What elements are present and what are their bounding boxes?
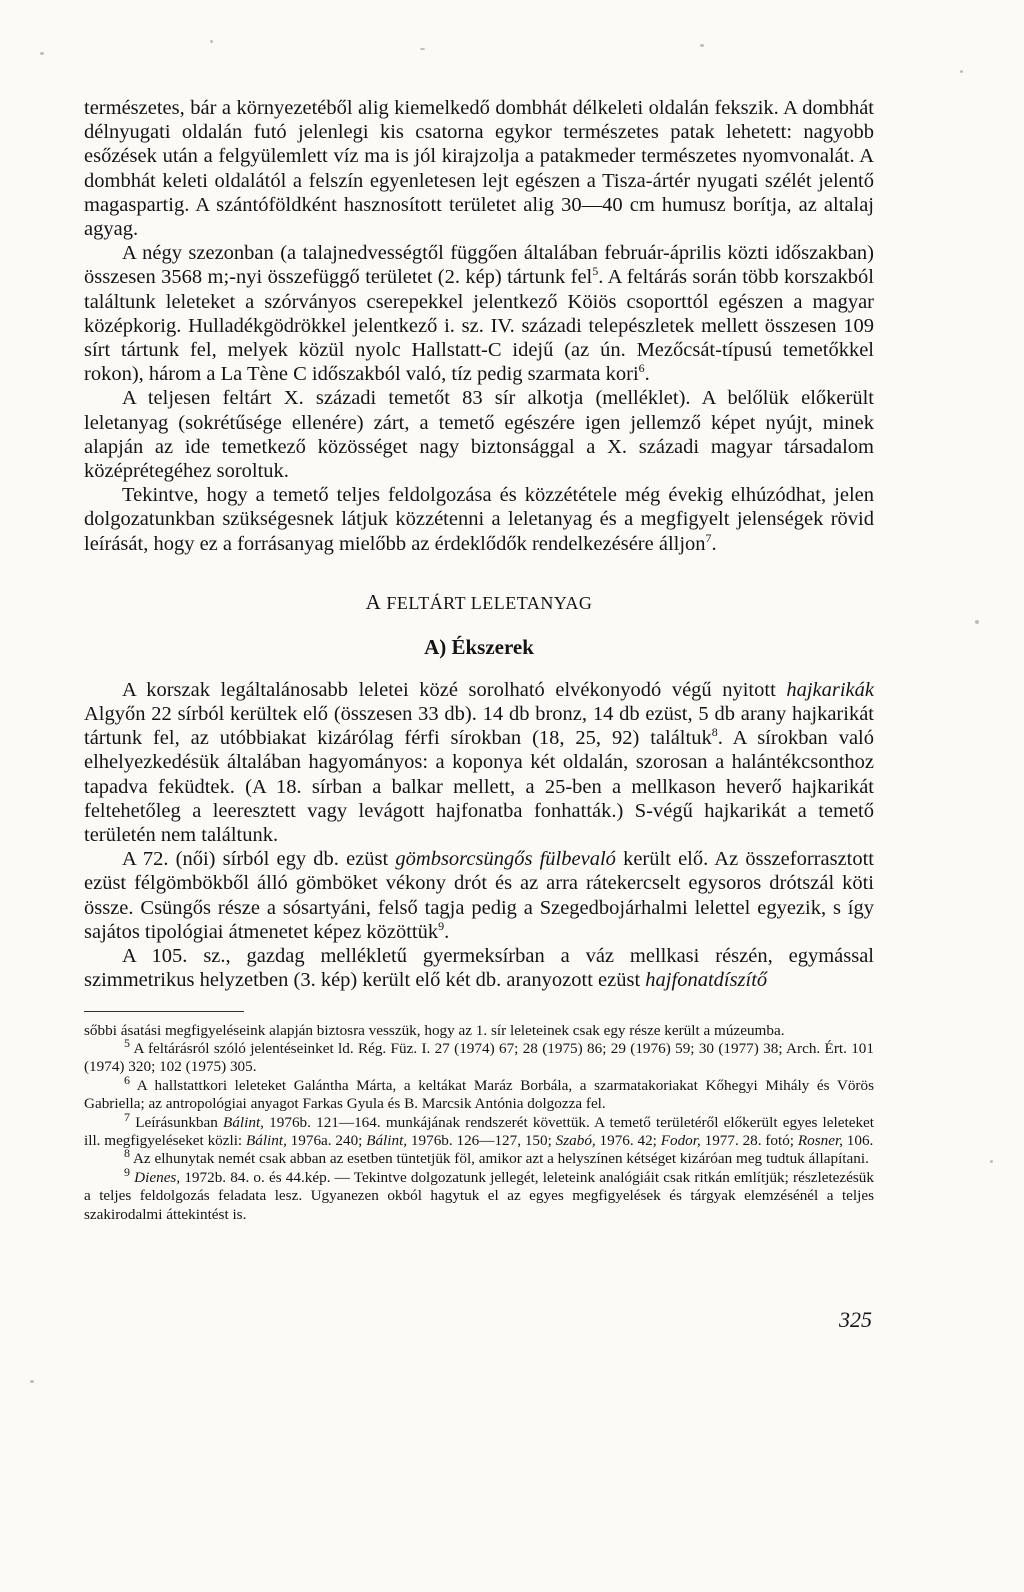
footnote-divider (84, 1011, 244, 1012)
body-paragraph: természetes, bár a környezetéből alig kiemelkedő dombhát délkeleti oldalán fekszik. A dombhát délnyugati oldalán futó jelenlegi kis csatorna egykor természetes patak lehetett: nagyobb esőzések után a felgyülemlett víz ma is jól kirajzolja a patakmeder természetes nyomvonalát. A dombhát keleti oldalától a felszín egyenletesen lejt egészen a Tisza-ártér nyugati szélét jelentő magaspartig. A szántóföldként hasznosított területet alig 30—40 cm humusz borítja, az altalaj agyag. (84, 97, 874, 241)
scan-speck (40, 52, 44, 55)
body-paragraph: A 72. (női) sírból egy db. ezüst gömbsorcsüngős fülbevaló került elő. Az összeforrasztott ezüst félgömbökből álló gömböket vékony drót és az arra rátekercselt egysoros drótszál köti össze. Csüngős része a sósartyáni, felső tagja pedig a Szegedbojárhalmi lelettel egyezik, s így sajátos tipológiai átmenetet képez közöttük$^9$. (84, 848, 874, 943)
body-paragraph: A négy szezonban (a talajnedvességtől függően általában február-április közti időszakban) összesen 3568 m;-nyi összefüggő területet (2. kép) tártunk fel$^5$. A feltárás során több korszakból találtunk leleteket a szórványos cserepekkel jelentkező Köiös csoporttól egészen a magyar középkorig. Hulladékgödrökkel jelentkező i. sz. IV. századi telepészletek mellett összesen 109 sírt tártunk fel, melyek közül nyolc Hallstatt-C idejű (az ún. Mezőcsát-típusú temetőkkel rokon), három a La Tène C időszakból való, tíz pedig szarmata kori$^6$. (84, 242, 874, 386)
scan-speck (700, 44, 704, 47)
scan-speck (30, 1380, 34, 1383)
body-paragraph: Tekintve, hogy a temető teljes feldolgozása és közzététele még évekig elhúzódhat, jelen dolgozatunkban szükségesnek látjuk közzétenni a leletanyag és a megfigyelt jelenségek rövid leírását, hogy ez a forrásanyag mielőbb az érdeklődők rendelkezésére álljon$^7$. (84, 484, 874, 555)
footnote-7: $^7$ Leírásunkban Bálint, 1976b. 121—164. munkájának rendszerét követtük. A temető területéről előkerült egyes leleteket ill. megfigyeléseket közli: Bálint, 1976a. 240; Bálint, 1976b. 126—127, 150; Szabó, 1976. 42; Fodor, 1977. 28. fotó; Rosner, 106. (84, 1109, 874, 1149)
section-title: A FELTÁRT LELETANYAG (365, 589, 593, 614)
footnote-marker[interactable]: 7 (705, 530, 712, 545)
footnote-9: $^9$ Dienes, 1972b. 84. o. és 44.kép. — Tekintve dolgozatunk jellegét, leleteink analógiáit csak ritkán említjük; részletezésük a teljes feldolgozás feladata lesz. Ugyanezen okból hagytuk el az egyes megfigyelések és tárgyak elemzésénél a teljes szakirodalmi áttekintést is. (84, 1164, 874, 1223)
footnote-marker[interactable]: 9 (438, 919, 445, 934)
footnote-marker[interactable]: 8 (711, 725, 718, 740)
footnotes (84, 1022, 874, 1224)
scan-speck (990, 1160, 993, 1163)
footnote-6: $^6$ A hallstattkori leleteket Galántha Márta, a keltákat Maráz Borbála, a szarmatakoriakat Kőhegyi Mihály és Vörös Gabriella; az antropológiai anyagot Farkas Gyula és B. Marcsik Antónia dolgozza fel. (84, 1072, 874, 1113)
body-paragraph: A 105. sz., gazdag mellékletű gyermeksírban a váz mellkasi részén, egymással szimmetrikus helyzetben (3. kép) került elő két db. aranyozott ezüst hajfonatdíszítő (84, 945, 874, 992)
subsection-title: A) Ékszerek (424, 634, 534, 659)
footnote-continuation: sőbbi ásatási megfigyeléseink alapján biztosra vesszük, hogy az 1. sír leleteinek csak egy része került a múzeumba. (84, 1021, 785, 1039)
page-content (84, 96, 874, 1224)
scan-speck (210, 40, 213, 43)
scan-speck (975, 620, 979, 624)
body-paragraph: A korszak legáltalánosabb leletei közé sorolható elvékonyodó végű nyitott hajkarikák Algyőn 22 sírból kerültek elő (összesen 33 db). 14 db bronz, 14 db ezüst, 5 db arany hajkarikát tártunk fel, az utóbbiakat kizárólag férfi sírokban (18, 25, 92) találtuk$^8$. A sírokban való elhelyezkedésük általában hagyományos: a koponya két oldalán, szorosan a halántékcsonthoz tapadva feküdtek. (A 18. sírban a balkar mellett, a 25-ben a mellkason heverő hajkarikát feltehetőleg a leeresztett vagy levágott hajfonatba fonhatták.) S-végű hajkarikát a temető területén nem találtunk. (84, 678, 875, 847)
page-number: 325 (839, 1307, 872, 1332)
body-paragraph: A teljesen feltárt X. századi temetőt 83 sír alkotja (melléklet). A belőlük előkerült leletanyag (sokrétűsége ellenére) zárt, a temető egészére igen jellemző képet nyújt, minek alapján az ide temetkező közösséget nagy biztonsággal a X. századi magyar társadalom középrétegéhez soroltuk. (84, 387, 874, 483)
scan-speck (420, 48, 425, 50)
scan-speck (960, 70, 963, 73)
footnote-marker[interactable]: 5 (592, 264, 599, 279)
footnote-5: $^5$ A feltárásról szóló jelentéseinket ld. Rég. Füz. I. 27 (1974) 67; 28 (1975) 86; 29 (1976) 59; 30 (1977) 38; Arch. Ért. 101 (1974) 320; 102 (1975) 305. (84, 1035, 874, 1076)
footnote-8: $^8$ Az elhunytak nemét csak abban az esetben tüntetjük föl, amikor azt a helyszínen kétséget kizáróan meg tudtuk állapítani. (124, 1146, 869, 1168)
footnote-marker[interactable]: 6 (638, 361, 645, 376)
